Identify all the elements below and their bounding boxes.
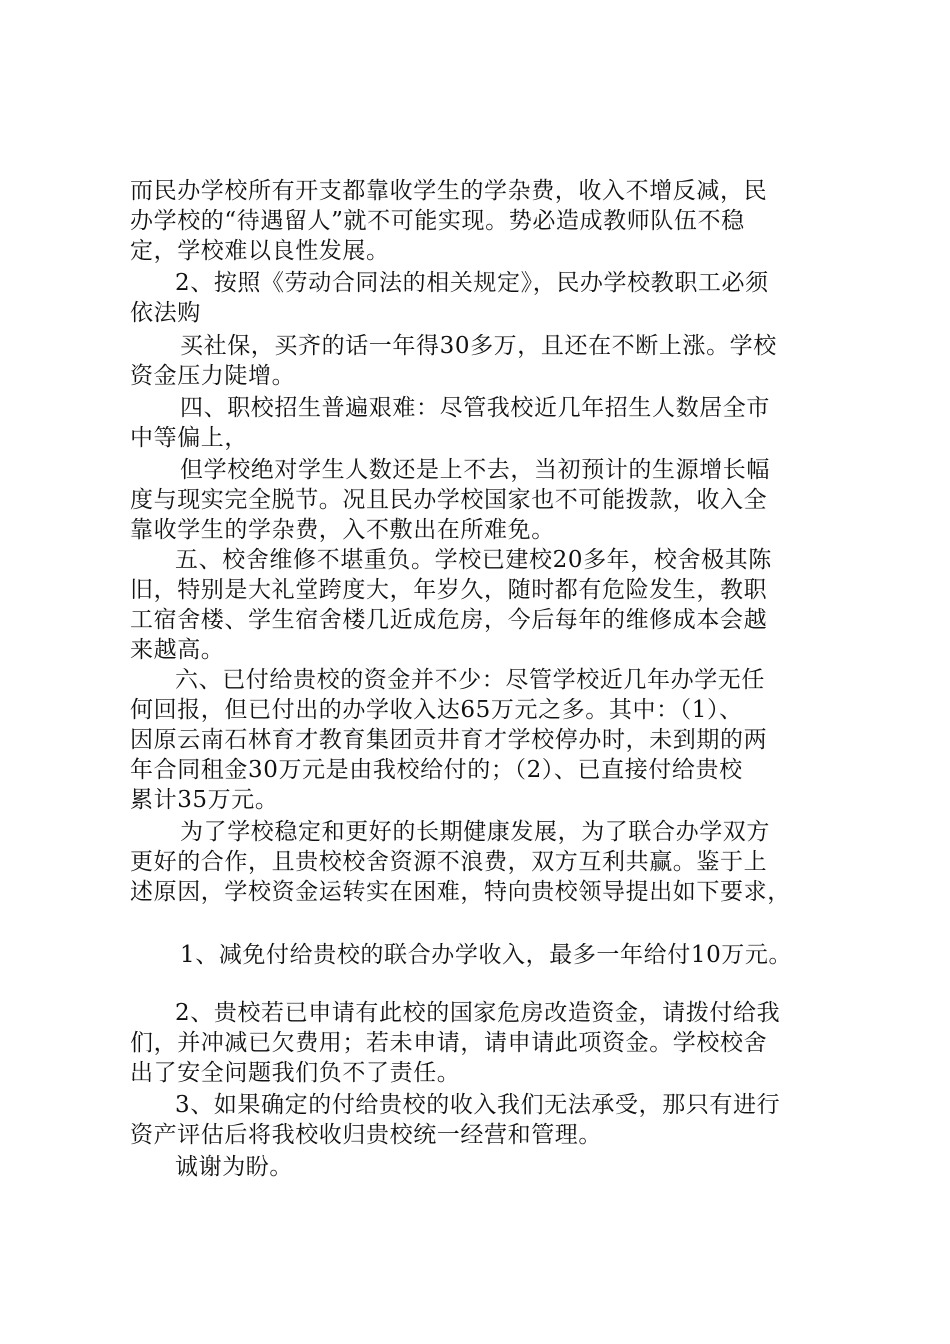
text-line: 2、贵校若已申请有此校的国家危房改造资金，请拨付给我 [175,1000,781,1026]
text-line: 依法购 [130,300,201,326]
text-line: 3、如果确定的付给贵校的收入我们无法承受，那只有进行 [175,1092,781,1118]
text-line: 五、校舍维修不堪重负。学校已建校20多年，校舍极其陈 [175,547,772,573]
text-line: 2、按照《劳动合同法的相关规定》，民办学校教职工必须 [175,270,769,296]
text-line: 为了学校稳定和更好的长期健康发展，为了联合办学双方 [180,819,770,845]
text-line: 何回报，但已付出的办学收入达65万元之多。其中：（1）、 [130,697,743,723]
text-line: 们，并冲减已欠费用；若未申请，请申请此项资金。学校校舍 [130,1030,768,1056]
text-line: 靠收学生的学杂费，入不敷出在所难免。 [130,517,555,543]
text-line: 更好的合作，且贵校校舍资源不浪费，双方互利共赢。鉴于上 [130,849,768,875]
text-line: 六、已付给贵校的资金并不少：尽管学校近几年办学无任 [175,667,765,693]
text-line: 年合同租金30万元是由我校给付的；（2）、已直接付给贵校 [130,757,743,783]
text-line: 来越高。 [130,637,225,663]
text-line: 工宿舍楼、学生宿舍楼几近成危房，今后每年的维修成本会越 [130,607,768,633]
text-line: 中等偏上， [130,425,248,451]
text-line: 度与现实完全脱节。况且民办学校国家也不可能拨款，收入全 [130,487,768,513]
text-line: 出了安全问题我们负不了责任。 [130,1060,461,1086]
text-line: 因原云南石林育才教育集团贡井育才学校停办时，未到期的两 [130,727,768,753]
text-line: 买社保，买齐的话一年得30多万，且还在不断上涨。学校 [180,333,777,359]
text-line: 四、职校招生普遍艰难：尽管我校近几年招生人数居全市 [180,395,770,421]
text-line: 述原因，学校资金运转实在困难，特向贵校领导提出如下要求， [130,879,791,905]
text-line: 1、减免付给贵校的联合办学收入，最多一年给付10万元。 [180,942,793,968]
text-line: 资产评估后将我校收归贵校统一经营和管理。 [130,1122,602,1148]
text-line: 旧，特别是大礼堂跨度大，年岁久，随时都有危险发生，教职 [130,577,768,603]
text-line: 而民办学校所有开支都靠收学生的学杂费，收入不增反减，民 [130,178,768,204]
text-line: 办学校的“待遇留人”就不可能实现。势必造成教师队伍不稳 [130,208,745,234]
text-line: 资金压力陡增。 [130,363,296,389]
text-line: 但学校绝对学生人数还是上不去，当初预计的生源增长幅 [180,457,770,483]
text-line: 定，学校难以良性发展。 [130,238,390,264]
text-line: 累计35万元。 [130,787,279,813]
text-line: 诚谢为盼。 [175,1154,293,1180]
